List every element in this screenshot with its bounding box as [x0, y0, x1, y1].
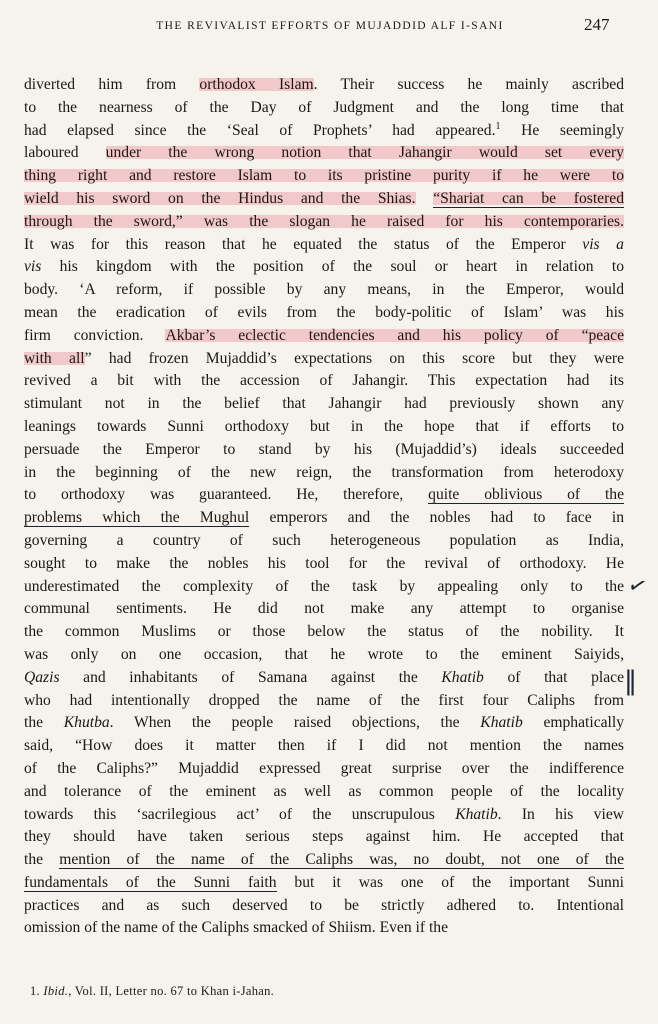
text-run: . In his view [497, 805, 624, 823]
text-line [24, 439, 624, 462]
text-line [24, 735, 624, 758]
text-line [24, 781, 624, 804]
text-line [24, 120, 624, 143]
italic-text: Khatib [480, 714, 523, 732]
text-run: governing a country of such heterogeneous population as India, [24, 531, 624, 549]
text-run: to the nearness of the Day of Judgment and the long time that [24, 98, 624, 116]
text-run: the common Muslims or those below the status of the nobility. It [24, 623, 624, 641]
highlighted-text: under the wrong notion that Jahangir would set every [105, 144, 624, 162]
text-line [24, 142, 624, 165]
underlined-text: problems which the Mughul [24, 509, 250, 527]
text-line [24, 325, 624, 348]
text-run: stimulant not in the belief that Jahangir had previously shown any [24, 395, 624, 413]
highlighted-text: Akbar’s eclectic tendencies and his policy of “peace [165, 326, 624, 344]
text-run: was only on one occasion, that he wrote to the eminent Saiyids, [24, 645, 624, 663]
text-run: omission of the name of the Caliphs smacked of Shiism. Even if the [24, 919, 448, 937]
italic-text: Khutba [63, 714, 110, 732]
text-run: mean the eradication of evils from the body-politic of Islam’ was his [24, 303, 624, 321]
text-run: laboured [24, 144, 106, 162]
double-bar-icon: ‖ [624, 666, 637, 696]
text-line [24, 416, 624, 439]
text-run: who had intentionally dropped the name of the first four Caliphs from [24, 691, 624, 709]
italic-text: vis a [582, 235, 624, 253]
page-number: 247 [584, 15, 610, 34]
text-run: said, “How does it matter then if I did not mention the names [24, 737, 624, 755]
highlighted-text: with all [24, 349, 85, 367]
underlined-text: quite oblivious of the [428, 486, 625, 504]
text-line [24, 667, 624, 690]
highlighted-underlined-text: “Shariat can be fostered [433, 189, 624, 207]
body-paragraph [24, 74, 624, 940]
highlighted-text: thing right and restore Islam to its pristine purity if he were to [24, 167, 624, 185]
text-run: the [24, 851, 60, 869]
text-run: firm conviction. [24, 326, 166, 344]
text-line [24, 256, 624, 279]
text-run: practices and as such deserved to be strictly adhered to. Intentional [24, 896, 624, 914]
text-line [24, 804, 624, 827]
text-line [24, 165, 624, 188]
text-line [24, 302, 624, 325]
text-run: body. ‘A reform, if possible by any means, in the Emperor, would [24, 281, 624, 299]
text-run: emperors and the nobles had to face in [249, 509, 624, 527]
text-line [24, 872, 624, 895]
italic-text: Qazis [24, 668, 60, 686]
text-run: communal sentiments. He did not make any attempt to organise [24, 600, 624, 618]
text-line [24, 74, 624, 97]
text-run: emphatically [522, 714, 624, 732]
text-run: of the Caliphs?” Mujaddid expressed great surprise over the indifference [24, 759, 624, 777]
underlined-text: fundamentals of the Sunni faith [24, 873, 277, 891]
text-line [24, 462, 624, 485]
text-run: . When the people raised objections, the [109, 714, 481, 732]
text-line [24, 644, 624, 667]
text-run: his kingdom with the position of the soul or heart in relation to [41, 258, 624, 276]
highlighted-text: wield his sword on the Hindus and the Shias. [24, 189, 416, 207]
text-line [24, 621, 624, 644]
underlined-text: mention of the name of the Caliphs was, no doubt, not one of the [59, 851, 624, 869]
text-run: and inhabitants of Samana against the [59, 668, 442, 686]
text-line [24, 370, 624, 393]
text-line [24, 758, 624, 781]
text-line [24, 97, 624, 120]
text-run: persuade the Emperor to stand by his (Mujaddid’s) ideals succeeded [24, 440, 624, 458]
text-line [24, 576, 624, 599]
footnote-number: 1. [30, 984, 40, 998]
text-line [24, 484, 624, 507]
text-run: leanings towards Sunni orthodoxy but in the hope that if efforts to [24, 417, 624, 435]
footnote-text: , Vol. II, Letter no. 67 to Khan i-Jahan. [68, 984, 275, 998]
highlighted-text: orthodox Islam [199, 76, 314, 93]
text-line [24, 849, 624, 872]
text-run: He seemingly [500, 121, 624, 139]
text-line [24, 507, 624, 530]
text-line [24, 598, 624, 621]
text-line [24, 530, 624, 553]
footnote-reference: 1 [495, 120, 501, 132]
text-line [24, 348, 624, 371]
text-line [24, 895, 624, 918]
text-run: ” had frozen Mujaddid’s expectations on this score but they were [84, 349, 624, 367]
text-run: of that place [483, 668, 624, 686]
text-run [416, 190, 434, 207]
text-run: they should have taken serious steps against him. He accepted that [24, 828, 624, 846]
text-line [24, 234, 624, 257]
text-run: underestimated the complexity of the task by appealing only to the [24, 577, 624, 595]
italic-text: Khatib [455, 805, 498, 823]
text-run: the [24, 714, 64, 732]
text-run: sought to make the nobles his tool for the revival of orthodoxy. He [24, 554, 624, 572]
text-run: but it was one of the important Sunni [276, 873, 624, 891]
footnote-ibid: Ibid. [43, 984, 69, 998]
text-run: . Their success he mainly ascribed [313, 76, 625, 93]
text-run: It was for this reason that he equated the status of the Emperor [24, 235, 583, 253]
text-line [24, 690, 624, 713]
running-head: THE REVIVALIST EFFORTS OF MUJADDID ALF I-SANI [156, 20, 504, 32]
italic-text: vis [24, 258, 42, 276]
text-run: to orthodoxy was guaranteed. He, therefore, [24, 486, 429, 504]
footnote [30, 984, 274, 999]
text-run: in the beginning of the new reign, the transformation from heterodoxy [24, 463, 624, 481]
text-line [24, 279, 624, 302]
text-run: had elapsed since the ‘Seal of Prophets’ had appeared. [24, 121, 496, 139]
text-line [24, 917, 624, 940]
text-line [24, 188, 624, 211]
text-run: diverted him from [24, 76, 200, 93]
text-run: revived a bit with the accession of Jahangir. This expectation had its [24, 372, 624, 390]
check-mark-icon: ✓ [624, 571, 650, 602]
highlighted-text: through the sword,” was the slogan he raised for his contemporaries. [24, 212, 624, 230]
text-line [24, 712, 624, 735]
text-line [24, 553, 624, 576]
text-run: towards this ‘sacrilegious act’ of the unscrupulous [24, 805, 456, 823]
italic-text: Khatib [441, 668, 484, 686]
text-run: and tolerance of the eminent as well as common people of the locality [24, 782, 624, 800]
text-line [24, 211, 624, 234]
text-line [24, 826, 624, 849]
text-line [24, 393, 624, 416]
